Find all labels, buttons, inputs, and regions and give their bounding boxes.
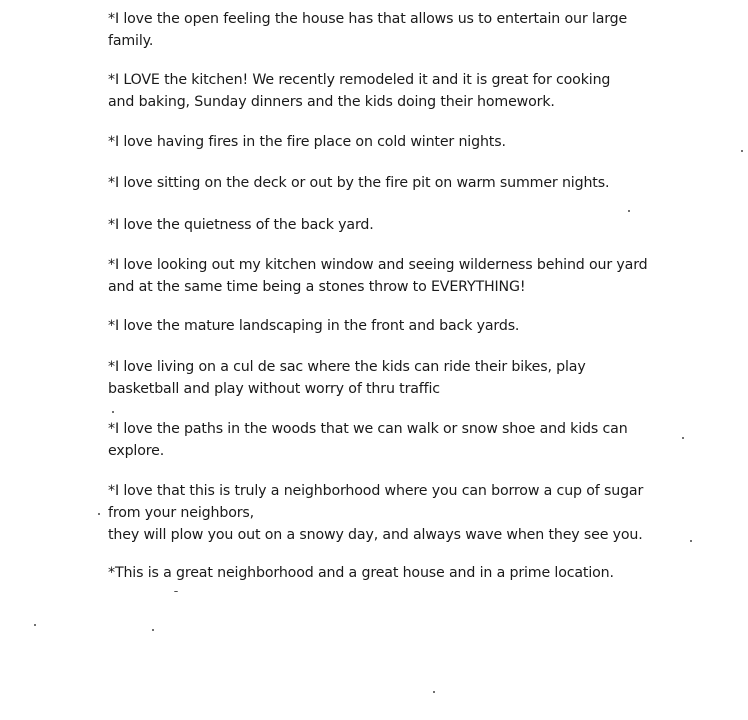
paragraph-fires	[108, 131, 708, 153]
paragraph-back-yard	[108, 214, 708, 236]
paragraph-line: *I love the paths in the woods that we can walk or snow shoe and kids can	[108, 421, 628, 437]
paragraph-kitchen-window	[108, 254, 708, 298]
scan-speck	[152, 629, 154, 631]
paragraph-line: explore.	[108, 443, 165, 459]
scan-speck	[690, 540, 692, 542]
paragraph-line: *I love having fires in the fire place on cold winter nights.	[108, 134, 506, 150]
paragraph-line: *I love the mature landscaping in the front and back yards.	[108, 318, 520, 334]
paragraph-line: *I love looking out my kitchen window and seeing wilderness behind our yard	[108, 257, 648, 273]
scan-speck	[741, 150, 743, 152]
paragraph-line: and baking, Sunday dinners and the kids doing their homework.	[108, 94, 555, 110]
paragraph-line: basketball and play without worry of thru traffic	[108, 381, 440, 397]
paragraph-cul-de-sac	[108, 356, 708, 400]
scan-speck	[34, 624, 36, 626]
paragraph-line: *I love the quietness of the back yard.	[108, 217, 374, 233]
scan-speck	[174, 591, 178, 592]
paragraph-line: *I LOVE the kitchen! We recently remodeled it and it is great for cooking	[108, 72, 611, 88]
paragraph-line: they will plow you out on a snowy day, and always wave when they see you.	[108, 527, 643, 543]
scan-speck	[433, 691, 435, 693]
paragraph-line: *I love the open feeling the house has that allows us to entertain our large	[108, 11, 628, 27]
scan-speck	[112, 411, 114, 413]
paragraph-kitchen	[108, 69, 708, 113]
paragraph-line: *This is a great neighborhood and a great house and in a prime location.	[108, 565, 614, 581]
paragraph-line: *I love living on a cul de sac where the kids can ride their bikes, play	[108, 359, 586, 375]
paragraph-line: family.	[108, 33, 154, 49]
paragraph-line: and at the same time being a stones throw to EVERYTHING!	[108, 279, 526, 295]
paragraph-line: *I love that this is truly a neighborhood where you can borrow a cup of sugar	[108, 483, 644, 499]
paragraph-open-feeling	[108, 8, 708, 52]
paragraph-paths	[108, 418, 708, 462]
paragraph-deck	[108, 172, 708, 194]
paragraph-prime-location	[108, 562, 708, 584]
paragraph-line: *I love sitting on the deck or out by the fire pit on warm summer nights.	[108, 175, 610, 191]
scan-speck	[98, 513, 100, 515]
scan-speck	[628, 210, 630, 212]
paragraph-line: from your neighbors,	[108, 505, 255, 521]
paragraph-neighborhood	[108, 480, 708, 546]
paragraph-landscaping	[108, 315, 708, 337]
scan-speck	[682, 437, 684, 439]
